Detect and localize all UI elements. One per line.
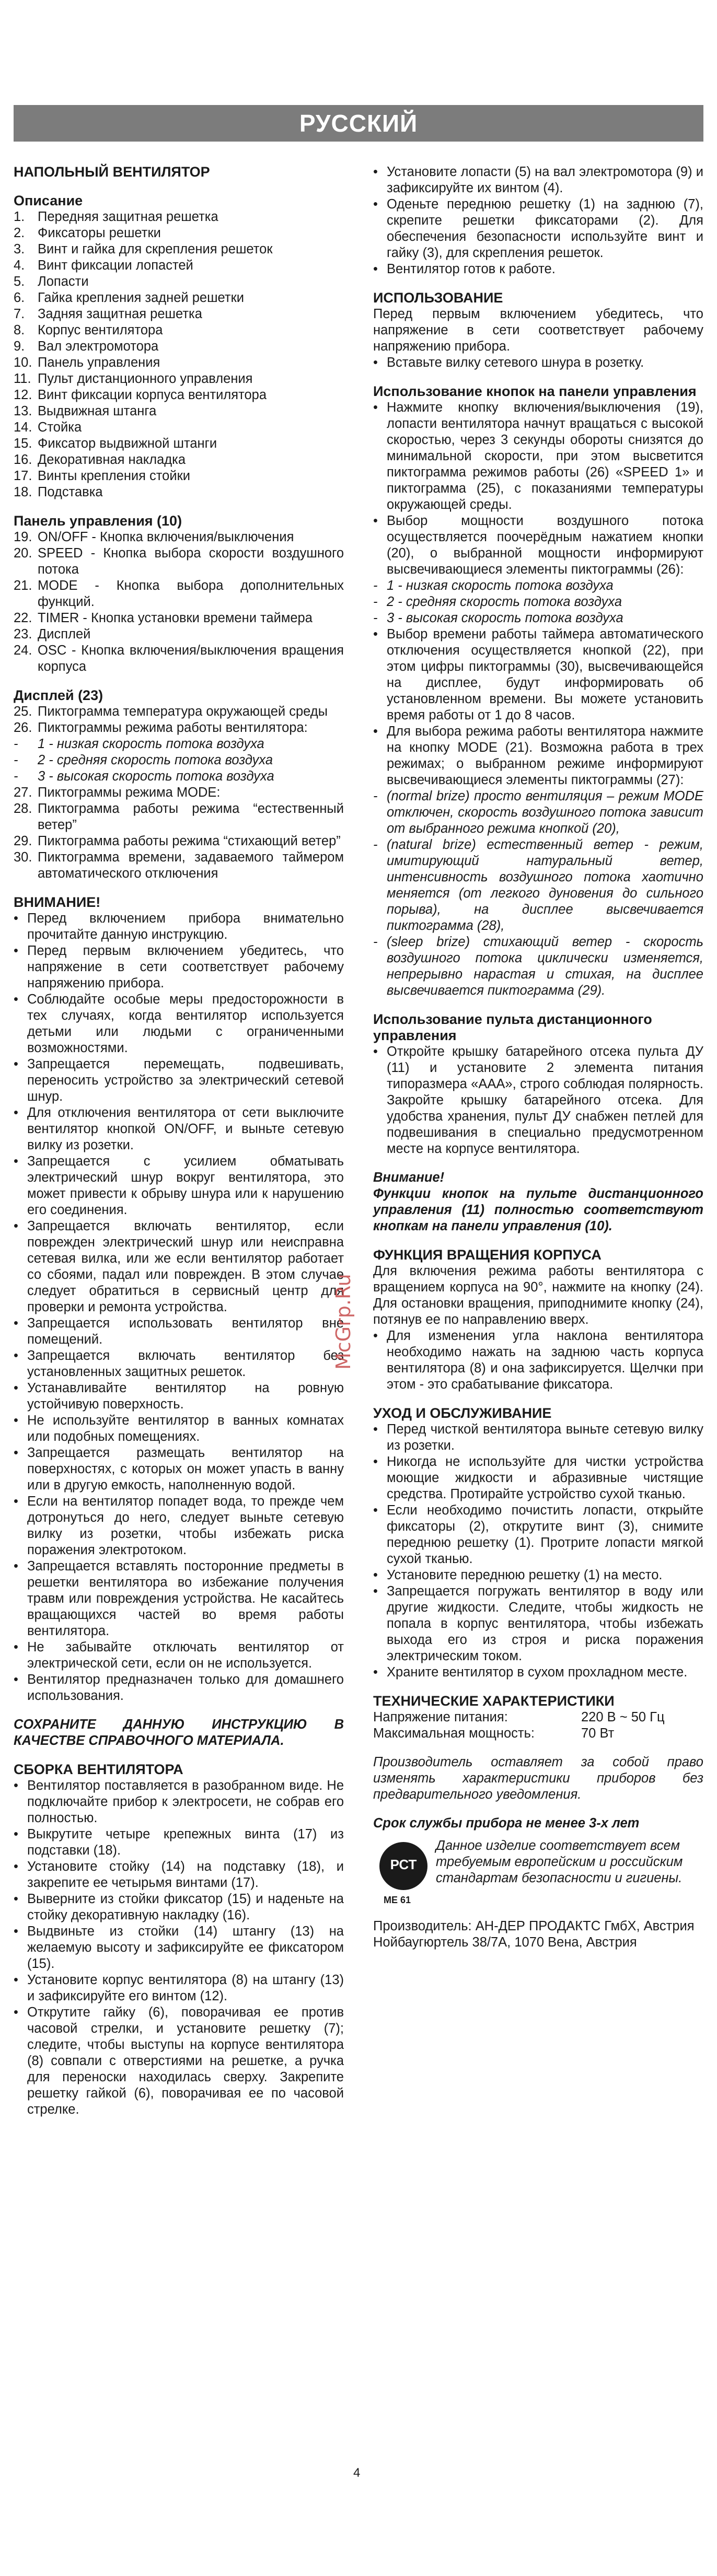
bullet-icon: • [14,1381,18,1395]
item-text: Запрещается вставлять посторонние предметы в решетки вентилятора во избежание получения травм или повреждения устройства. Не касайтесь вращающихся частей во время работы вентилятора. [27,1559,344,1638]
description-item [14,468,344,484]
spec-row [373,1709,703,1726]
care-item [373,1664,703,1681]
assembly-item [14,1891,344,1924]
description-item [14,419,344,436]
item-text: Винт фиксации корпуса вентилятора [38,388,267,402]
panel-use-item [373,400,703,513]
panel-item [14,610,344,626]
bullet-icon: • [14,1778,18,1793]
panel-use-item [373,594,703,610]
panel-use-item [373,788,703,837]
language-title: РУССКИЙ [299,110,418,137]
address-text: Нойбаугюртель 38/7А, 1070 Вена, Австрия [373,1935,637,1950]
assembly-item [14,1859,344,1891]
bullet-icon: • [373,1328,378,1343]
assembly-item [14,1778,344,1826]
item-text: Запрещается размещать вентилятор на поверхностях, с которых он может упасть в ванну или в другую емкость, наполненную водой. [27,1446,344,1493]
display-item [14,801,344,833]
bullet-icon: • [14,1672,18,1687]
item-text: Гайка крепления задней решетки [38,290,244,305]
attention-item [14,943,344,992]
item-text: Корпус вентилятора [38,323,163,337]
assembly-item [373,196,703,261]
spacer [14,1749,344,1762]
item-text: 1 - низкая скорость потока воздуха [38,737,264,751]
bullet-icon: • [373,1454,378,1469]
rotation-heading: ФУНКЦИЯ ВРАЩЕНИЯ КОРПУСА [373,1247,602,1263]
item-text: Запрещается включать вентилятор без установленных защитных решеток. [27,1348,344,1379]
item-number: 7. [14,307,25,321]
item-number: 30. [14,850,32,865]
item-text: Винты крепления стойки [38,469,191,483]
certification-text: Данное изделие соответствует всем требуемым европейским и российским стандартам безопасности и гигиены. [436,1838,683,1885]
item-text: Дисплей [38,627,91,642]
bullet-icon: • [14,1559,18,1573]
spec-key: Напряжение питания: [373,1710,508,1724]
description-item [14,209,344,225]
item-text: 3 - высокая скорость потока воздуха [38,769,274,784]
item-number: 1. [14,209,25,224]
display-item [14,752,344,768]
panel-use-item [373,724,703,788]
usage-heading: ИСПОЛЬЗОВАНИЕ [373,290,503,306]
section-heading: НАПОЛЬНЫЙ ВЕНТИЛЯТОР [14,164,210,180]
bullet-icon: • [14,1413,18,1428]
bullet-icon: • [14,992,18,1007]
item-number: 5. [14,274,25,289]
description-item [14,274,344,290]
spacer [14,1704,344,1717]
bullet-icon: • [14,1973,18,1987]
item-text: Выверните из стойки фиксатор (15) и наденьте на стойку декоративную накладку (16). [27,1892,344,1922]
item-text: OSC - Кнопка включения/выключения вращения корпуса [38,643,344,674]
bullet-icon: • [373,1665,378,1680]
attention-item [14,1380,344,1413]
item-text: Запрещается включать вентилятор, если поврежден электрический шнур или неисправна сетевая вилка, или же если вентилятор работает со сбоями, падал или поврежден. В этом случае следует обратиться в сервисный центр для проверки и ремонта устройства. [27,1219,344,1314]
item-text: 3 - высокая скорость потока воздуха [387,611,623,625]
bullet-icon: • [373,1584,378,1599]
bullet-icon: • [373,627,378,642]
bullet-icon: • [14,1859,18,1874]
item-text: Выдвиньте из стойки (14) штангу (13) на желаемую высоту и зафиксируйте ее фиксатором (15). [27,1924,344,1971]
assembly-heading: СБОРКА ВЕНТИЛЯТОРА [14,1762,183,1777]
spacer [373,1157,703,1170]
item-text: Соблюдайте особые меры предосторожности в тех случаях, когда вентилятор используется детьми или людьми с ограниченными возможностями. [27,992,344,1055]
item-number: 15. [14,436,32,451]
attention-heading: ВНИМАНИЕ! [14,894,101,910]
pct-seal-icon [379,1842,427,1890]
bullet-icon: - [373,578,378,593]
item-text: Передняя защитная решетка [38,209,218,224]
item-text: Не забывайте отключать вентилятор от электрической сети, если он не используется. [27,1640,344,1671]
bullet-icon: - [373,789,378,803]
item-text: Установите корпус вентилятора (8) на штангу (13) и зафиксируйте его винтом (12). [27,1973,344,2003]
item-number: 14. [14,420,32,435]
description-item [14,339,344,355]
item-text: Выкрутите четыре крепежных винта (17) из подставки (18). [27,1827,344,1858]
item-number: - [14,737,18,751]
care-item [373,1583,703,1664]
bullet-icon: • [14,1892,18,1906]
bullet-icon: • [373,1568,378,1582]
item-text: Панель управления [38,355,160,370]
item-text: Нажмите кнопку включения/выключения (19), лопасти вентилятора начнут вращаться с высокой скоростью, через 3 секунды обороты снизятся до минимальной скорости, при этом высветится пиктограмма режимов работы (26) «SPEED 1» и пиктограмма (25), с показаниями температуры окружающей среды. [387,400,703,512]
display-item [14,768,344,785]
bullet-icon: • [373,165,378,179]
item-number: 3. [14,242,25,257]
item-text: Пиктограмма температура окружающей среды [38,704,328,719]
item-text: Оденьте переднюю решетку (1) на заднюю (7), скрепите решетки фиксаторами (2). Для обеспечения безопасности используйте винт и гайку (3), для скрепления решеток. [387,197,703,260]
assembly-item [373,261,703,277]
bullet-icon: • [373,197,378,212]
bullet-icon: • [14,1105,18,1120]
item-text: Выбор мощности воздушного потока осуществляется поочерёдным нажатием кнопки (20), о выбранной мощности информируют высвечивающиеся элементы пиктограммы (26): [387,514,703,577]
display-item [14,849,344,882]
description-item [14,258,344,274]
panel-use-item [373,578,703,594]
item-text: Если на вентилятор попадет вода, то прежде чем дотронуться до него, следует выньте сетевую вилку из розетки, чтобы избежать риска поражения электротоком. [27,1494,344,1557]
item-number: 22. [14,611,32,625]
item-text: Для выбора режима работы вентилятора нажмите на кнопку MODE (21). Возможна работа в трех режимах; о выбранном режиме информируют высвечивающиеся элементы пиктограммы (27): [387,724,703,787]
display-heading: Дисплей (23) [14,687,103,703]
item-number: 10. [14,355,32,370]
bullet-icon: - [373,611,378,625]
item-text: Перед первым включением убедитесь, что напряжение в сети соответствует рабочему напряжению прибора. [27,943,344,990]
bullet-icon: • [14,1348,18,1363]
item-number: 27. [14,785,32,800]
panel-use-item [373,610,703,626]
description-item [14,387,344,403]
item-text: Пиктограмма работы режима “стихающий ветер” [38,834,341,848]
panel-item [14,626,344,643]
description-item [14,403,344,419]
item-text: Если необходимо почистить лопасти, открыйте фиксаторы (2), открутите винт (3), снимите переднюю решетку (1). Протрите лопасти мягкой сухой тканью. [387,1503,703,1566]
certification-logo [373,1838,436,1906]
item-text: Не используйте вентилятор в ванных комнатах или подобных помещениях. [27,1413,344,1444]
remote-item [373,1044,703,1157]
rotation-item [373,1328,703,1393]
attention-item [14,992,344,1056]
description-item [14,241,344,258]
right-column [373,164,703,1951]
item-text: Перед чисткой вентилятора выньте сетевую вилку из розетки. [387,1422,703,1453]
item-text: Подставка [38,485,103,499]
assembly-item [14,1924,344,1972]
item-text: 2 - средняя скорость потока воздуха [38,753,273,767]
item-text: (normal brize) просто вентиляция – режим MODE отключен, скорость воздушного потока зависит от выбранного режима кнопкой (20), [387,789,703,836]
item-number: 16. [14,452,32,467]
description-item [14,290,344,306]
item-text: Пиктограмма работы режима “естественный ветер” [38,801,344,832]
description-item [14,322,344,339]
bullet-icon: - [373,595,378,609]
spec-value: 220 В ~ 50 Гц [581,1710,665,1724]
bullet-icon: • [373,262,378,276]
spacer [373,1803,703,1815]
bullet-icon: - [373,837,378,852]
description-item [14,371,344,387]
description-item [14,306,344,322]
item-text: Установите лопасти (5) на вал электромотора (9) и зафиксируйте их винтом (4). [387,165,703,195]
item-text: Винт и гайка для скрепления решеток [38,242,273,257]
certification-code: ME 61 [384,1895,411,1905]
description-item [14,452,344,468]
rotation-text: Для включения режима работы вентилятора с вращением корпуса на 90°, нажмите на кнопку (24). Для остановки вращения, приподнимите кнопку (24), потянув ее по направлению вверх. [373,1264,703,1327]
attention-item [14,1639,344,1672]
keep-note: СОХРАНИТЕ ДАННУЮ ИНСТРУКЦИЮ В КАЧЕСТВЕ СПРАВОЧНОГО МАТЕРИАЛА. [14,1717,344,1748]
attention-item [14,1056,344,1105]
note-heading: Внимание! [373,1170,445,1185]
note-text: Функции кнопок на пульте дистанционного управления (11) полностью соответствуют кнопкам на панели управления (10). [373,1186,703,1233]
item-number: 6. [14,290,25,305]
care-item [373,1454,703,1502]
display-item [14,833,344,849]
spacer [14,675,344,687]
usage-item [373,355,703,371]
care-item [373,1421,703,1454]
item-text: Перед включением прибора внимательно прочитайте данную инструкцию. [27,911,344,942]
bullet-icon: • [14,911,18,926]
usage-text: Перед первым включением убедитесь, что напряжение в сети соответствует рабочему напряжению прибора. [373,307,703,354]
watermark: McGrp.Ru [332,1274,355,1370]
bullet-icon: • [14,1640,18,1654]
bullet-icon: • [14,1154,18,1169]
spacer [14,882,344,894]
item-text: Для отключения вентилятора от сети выключите вентилятор кнопкой ON/OFF, и выньте сетевую вилку из розетки. [27,1105,344,1152]
bullet-icon: • [373,1503,378,1518]
assembly-item [14,1972,344,2004]
item-text: Вентилятор поставляется в разобранном виде. Не подключайте прибор к электросети, не собрав его полностью. [27,1778,344,1825]
item-number: 13. [14,404,32,418]
item-text: Вставьте вилку сетевого шнура в розетку. [387,355,644,370]
item-text: Фиксаторы решетки [38,226,161,240]
bullet-icon: • [14,943,18,958]
item-text: MODE - Кнопка выбора дополнительных функций. [38,578,344,609]
item-text: Никогда не используйте для чистки устройства моющие жидкости и абразивные чистящие средства. Протирайте устройство сухой тканью. [387,1454,703,1501]
item-number: 28. [14,801,32,816]
panel-item [14,578,344,610]
bullet-icon: • [14,1924,18,1939]
spec-row [373,1726,703,1742]
item-number: 24. [14,643,32,658]
spec-key: Максимальная мощность: [373,1726,535,1741]
panel-heading: Панель управления (10) [14,513,182,529]
item-text: Пульт дистанционного управления [38,371,253,386]
display-item [14,720,344,736]
language-banner [14,105,703,142]
item-number: 29. [14,834,32,848]
panel-use-item [373,837,703,934]
pct-seal-text: РСТ [390,1857,417,1872]
attention-item [14,1218,344,1315]
attention-item [14,911,344,943]
bullet-icon: • [14,1494,18,1509]
description-item [14,436,344,452]
description-heading: Описание [14,193,83,208]
item-number: - [14,769,18,784]
item-text: Лопасти [38,274,89,289]
item-text: Выдвижная штанга [38,404,157,418]
item-number: 21. [14,578,32,593]
page-number: 4 [353,2466,361,2480]
item-text: 1 - низкая скорость потока воздуха [387,578,614,593]
certification-block [373,1838,703,1906]
item-text: SPEED - Кнопка выбора скорости воздушного потока [38,546,344,577]
bullet-icon: • [14,1057,18,1071]
item-number: 4. [14,258,25,273]
description-item [14,355,344,371]
spacer [373,277,703,290]
item-text: Винт фиксации лопастей [38,258,193,273]
display-item [14,785,344,801]
specs-heading: ТЕХНИЧЕСКИЕ ХАРАКТЕРИСТИКИ [373,1693,615,1709]
item-text: TIMER - Кнопка установки времени таймера [38,611,313,625]
spacer [373,1742,703,1754]
spacer [373,1393,703,1405]
attention-item [14,1348,344,1380]
bullet-icon: • [373,355,378,370]
spacer [14,500,344,513]
bullet-icon: • [373,1044,378,1059]
item-text: (sleep brize) стихающий ветер - скорость воздушного потока циклически изменяется, непрерывно нарастая и стихая, на дисплее высвечивается пиктограмма (29). [387,935,703,998]
item-text: Декоративная накладка [38,452,186,467]
item-text: Выбор времени работы таймера автоматического отключения осуществляется кнопкой (22), при этом цифры пиктограммы (30), высвечивающейся на дисплее, будут информировать об установленном времени. Вы можете установить время работы от 1 до 8 часов. [387,627,703,722]
bullet-icon: • [14,1446,18,1460]
item-number: 12. [14,388,32,402]
item-text: Пиктограмма времени, задаваемого таймером автоматического отключения [38,850,344,881]
display-item [14,736,344,752]
bullet-icon: • [373,724,378,739]
bullet-icon: • [373,400,378,415]
item-number: 8. [14,323,25,337]
spacer [373,371,703,383]
item-text: Установите переднюю решетку (1) на место. [387,1568,663,1582]
care-item [373,1567,703,1583]
item-text: Вал электромотора [38,339,159,354]
description-item [14,484,344,500]
bullet-icon: • [14,1219,18,1233]
item-number: 17. [14,469,32,483]
spec-value: 70 Вт [581,1726,615,1741]
item-number: 20. [14,546,32,561]
item-text: Вентилятор готов к работе. [387,262,556,276]
item-text: Храните вентилятор в сухом прохладном месте. [387,1665,688,1680]
display-item [14,704,344,720]
item-number: 9. [14,339,25,354]
attention-item [14,1105,344,1153]
item-text: 2 - средняя скорость потока воздуха [387,595,622,609]
item-text: Фиксатор выдвижной штанги [38,436,217,451]
item-number: - [14,753,18,767]
attention-item [14,1494,344,1558]
assembly-item [14,1826,344,1859]
attention-item [14,1153,344,1218]
item-number: 11. [14,371,31,386]
panel-use-item [373,513,703,578]
bullet-icon: • [373,514,378,528]
item-text: Запрещается погружать вентилятор в воду или другие жидкости. Следите, чтобы жидкость не попала в корпус вентилятора, чтобы избежать выхода его из строя и риска поражения электрическим током. [387,1584,703,1663]
panel-item [14,545,344,578]
item-text: Запрещается использовать вентилятор вне помещений. [27,1316,344,1347]
bullet-icon: • [14,2005,18,2020]
item-number: 18. [14,485,32,499]
bullet-icon: • [14,1827,18,1841]
item-text: Запрещается перемещать, подвешивать, переносить устройство за электрический сетевой шнур. [27,1057,344,1104]
attention-item [14,1445,344,1494]
panel-use-item [373,626,703,724]
item-text: Для изменения угла наклона вентилятора необходимо нажать на заднюю часть корпуса вентилятора (8) и она зафиксируется. Щелчки при этом - это срабатывание фиксатора. [387,1328,703,1392]
item-text: ON/OFF - Кнопка включения/выключения [38,530,294,544]
item-text: Откройте крышку батарейного отсека пульта ДУ (11) и установите 2 элемента питания типоразмера «AAA», строго соблюдая полярность. Закройте крышку батарейного отсека. Для удобства хранения, пульт ДУ снабжен петлей для подвешивания в специально предусмотренном месте на корпусе вентилятора. [387,1044,703,1156]
service-life: Срок службы прибора не менее 3-х лет [373,1816,640,1831]
spacer [373,1906,703,1918]
item-text: Стойка [38,420,82,435]
description-item [14,225,344,241]
item-text: Установите стойку (14) на подставку (18), и закрепите ее четырьмя винтами (17). [27,1859,344,1890]
attention-item [14,1413,344,1445]
producer-text: Производитель: АН-ДЕР ПРОДАКТС ГмбХ, Австрия [373,1919,695,1933]
item-text: Пиктограммы режима MODE: [38,785,221,800]
care-heading: УХОД И ОБСЛУЖИВАНИЕ [373,1405,552,1421]
item-number: 2. [14,226,25,240]
attention-item [14,1315,344,1348]
spacer [373,1681,703,1693]
item-text: Запрещается с усилием обматывать электрический шнур вокруг вентилятора, это может привести к обрыву шнура или к нарушению его соединения. [27,1154,344,1217]
care-item [373,1502,703,1567]
item-text: Устанавливайте вентилятор на ровную устойчивую поверхность. [27,1381,344,1412]
manufacturer-note: Производитель оставляет за собой право изменять характеристики приборов без предварительного уведомления. [373,1755,703,1802]
bullet-icon: - [373,935,378,949]
item-number: 23. [14,627,32,642]
item-text: Пиктограммы режима работы вентилятора: [38,720,308,735]
panel-item [14,643,344,675]
item-text: (natural brize) естественный ветер - режим, имитирующий натуральный ветер, интенсивность воздушного потока хаотично меняется (от легкого дуновения до сильного порыва), на дисплее высвечивается пиктограмма (28), [387,837,703,933]
left-column [14,164,344,2118]
spacer [14,180,344,193]
item-number: 26. [14,720,32,735]
bullet-icon: • [373,1422,378,1437]
attention-item [14,1672,344,1704]
spacer [373,1234,703,1247]
assembly-item [14,2004,344,2118]
panel-use-item [373,934,703,999]
item-text: Открутите гайку (6), поворачивая ее против часовой стрелки, и установите решетку (7); следите, чтобы выступы на корпусе вентилятора (8) совпали с отверстиями на решетке, а ручка для переноски находилась сверху. Закрепите решетку гайкой (6), поворачивая ее по часовой стрелке. [27,2005,344,2117]
remote-heading: Использование пульта дистанционного управления [373,1011,652,1043]
item-text: Задняя защитная решетка [38,307,202,321]
panel-use-heading: Использование кнопок на панели управления [373,383,697,399]
spacer [373,999,703,1011]
item-text: Вентилятор предназначен только для домашнего использования. [27,1672,344,1703]
item-number: 25. [14,704,32,719]
panel-item [14,529,344,545]
item-number: 19. [14,530,32,544]
attention-item [14,1558,344,1639]
assembly-item [373,164,703,196]
bullet-icon: • [14,1316,18,1331]
